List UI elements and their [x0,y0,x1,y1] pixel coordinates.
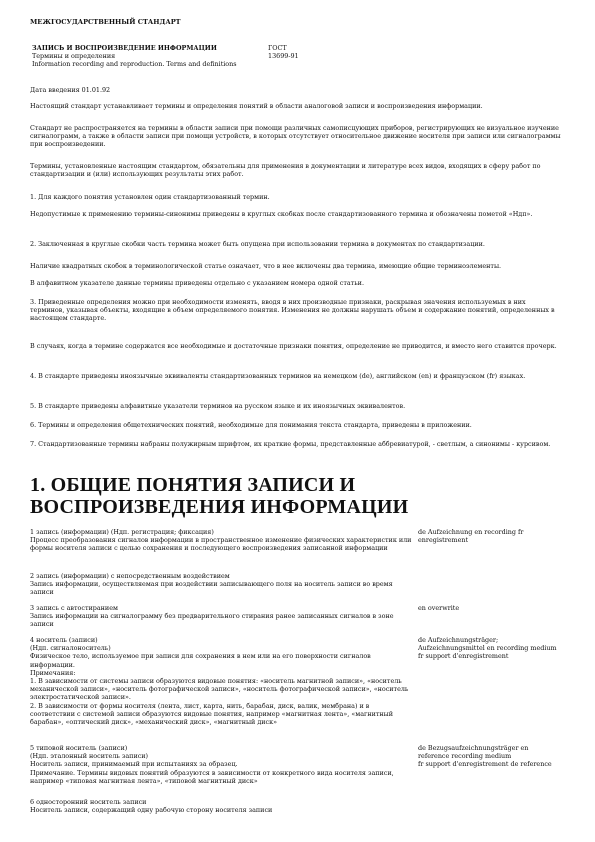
term-equivalent: de Bezugsaufzeichnungsträger en reference recording medium [418,744,529,761]
gost-block [268,44,299,60]
paragraph: 6. Термины и определения общетехнических понятий, необходимые для понимания текста стандарта, приведены в приложении. [30,421,472,429]
term-name: 2 запись (информации) с непосредственным воздействием [30,572,230,580]
term-text: Процесс преобразования сигналов информации в пространственное изменение физических характеристик или формы носителя записи с целью сохранения и последующего воспроизведения записанной информации [30,536,412,553]
paragraph: 1. Для каждого понятия установлен один стандартизованный термин. [30,193,270,201]
title-sub: Термины и определения [32,52,116,61]
term-definition [30,528,412,553]
term-name: 3 запись с автостиранием [30,604,118,612]
gost-number: 13699-91 [268,52,299,61]
standard-header: МЕЖГОСУДАРСТВЕННЫЙ СТАНДАРТ [30,18,181,26]
term-note: 1. В зависимости от системы записи образуются видовые понятия: «носитель магнитной записи», «носитель механической записи», «носитель фотографической записи», «носитель фотографической записи», «носитель электростатической записи». [30,677,409,702]
term-equivalent: en overwrite [418,604,460,612]
term-equivalents [418,744,558,769]
term-name: 4 носитель (записи) [30,636,98,644]
paragraph: Недопустимые к применению термины-синонимы приведены в круглых скобках после стандартизованного термина и обозначены пометой «Ндп». [30,210,533,218]
term-text: Запись информации на сигналограмму без предварительного стирания ранее записанных сигналов в зоне записи [30,612,394,629]
term-synonym: (Ндп. сигналоноситель) [30,644,111,653]
term-text: Носитель записи, содержащий одну рабочую сторону носителя записи [30,806,273,815]
term-text: Носитель записи, принимаемый при испытаниях за образец. [30,760,238,769]
term-equivalent: de Aufzeichnungsträger; [418,636,499,644]
term-name: 6 односторонний носитель записи [30,798,147,806]
gost-label: ГОСТ [268,44,287,52]
paragraph: 2. Заключенная в круглые скобки часть термина может быть опущена при использовании термина в документах по стандартизации. [30,240,485,248]
section-heading: 1. ОБЩИЕ ПОНЯТИЯ ЗАПИСИ И ВОСПРОИЗВЕДЕНИЯ ИНФОРМАЦИИ [30,474,409,518]
term-equivalents [418,528,558,544]
paragraph: 5. В стандарте приведены алфавитные указатели терминов на русском языке и их иноязычных эквивалентов. [30,402,406,410]
term-equivalent: de Aufzeichnung en recording fr enregistrement [418,528,524,545]
term-notes-label: Примечания: [30,668,76,677]
title-main: ЗАПИСЬ И ВОСПРОИЗВЕДЕНИЕ ИНФОРМАЦИИ [32,44,217,52]
paragraph: Стандарт не распространяется на термины в области записи при помощи различных самописцующих приборов, регистрирующих не визуальное изучение сигналограмм, а также в области записи при помощи устройств, в которых отсутствует относительное движение носителя при записи или сигналограммы при воспроизведении. [30,124,561,149]
term-text: Физическое тело, используемое при записи для сохранения в нем или на его поверхности сигналов информации. [30,652,371,669]
paragraph: 7. Стандартизованные термины набраны полужирным шрифтом, их краткие формы, представленные аббревиатурой, - светлым, а синонимы - курсивом. [30,440,551,448]
term-note: 2. В зависимости от формы носителя (лента, лист, карта, нить, барабан, диск, валик, мембрана) и в соответствии с системой записи образуются видовые понятия, например «магнитная лента», «магнитный барабан», «оптический диск», «механический диск», «магнитный диск» [30,701,394,727]
paragraph: 3. Приведенные определения можно при необходимости изменять, вводя в них производные признаки, раскрывая значения используемых в них терминов, указывая объекты, входящие в объем определяемого понятия. Изменения не должны нарушать объем и содержание понятий, определенных в настоящем стандарте. [30,298,555,323]
term-equivalents [418,604,558,612]
term-synonym: (Ндп. эталонный носитель записи) [30,752,149,761]
term-definition [30,572,412,597]
term-text: Запись информации, осуществляемая при воздействии записывающего поля на носитель записи во время записи [30,580,393,597]
term-definition [30,604,412,629]
term-definition [30,798,412,814]
term-definition [30,744,412,785]
title-english: Information recording and reproduction. Terms and definitions [32,60,237,69]
paragraph: Наличие квадратных скобок в терминологической статье означает, что в нее включены два термина, имеющие общие терминоэлементы. [30,262,502,270]
paragraph: Термины, установленные настоящим стандартом, обязательны для применения в документации и литературе всех видов, входящих в сферу работ по стандартизации и (или) использующих результаты этих работ. [30,162,541,179]
term-note: Примечание. Термины видовых понятий образуются в зависимости от конкретного вида носителя записи, например «типовая магнитная лента», «типовой магнитный диск» [30,768,394,785]
term-equivalent: Aufzeichnungsmittel en recording medium fr support d'enregistrement [418,644,557,661]
term-equivalents [418,636,558,661]
paragraph: В алфавитном указателе данные термины приведены отдельно с указанием номера одной статьи. [30,279,364,287]
term-name: 5 типовой носитель (записи) [30,744,128,752]
intro-date: Дата введения 01.01.92 [30,86,111,94]
title-block [32,44,272,69]
paragraph: 4. В стандарте приведены иноязычные эквиваленты стандартизованных терминов на немецком (de), английском (en) и французском (fr) языках. [30,372,526,380]
paragraph: В случаях, когда в термине содержатся все необходимые и достаточные признаки понятия, определение не приводится, и вместо него ставится прочерк. [30,342,557,350]
term-equivalent: fr support d'enregistrement de reference [418,760,552,769]
term-definition [30,636,412,726]
term-name: 1 запись (информации) (Ндп. регистрация; фиксация) [30,528,214,536]
paragraph: Настоящий стандарт устанавливает термины и определения понятий в области аналоговой записи и воспроизведения информации. [30,102,483,110]
